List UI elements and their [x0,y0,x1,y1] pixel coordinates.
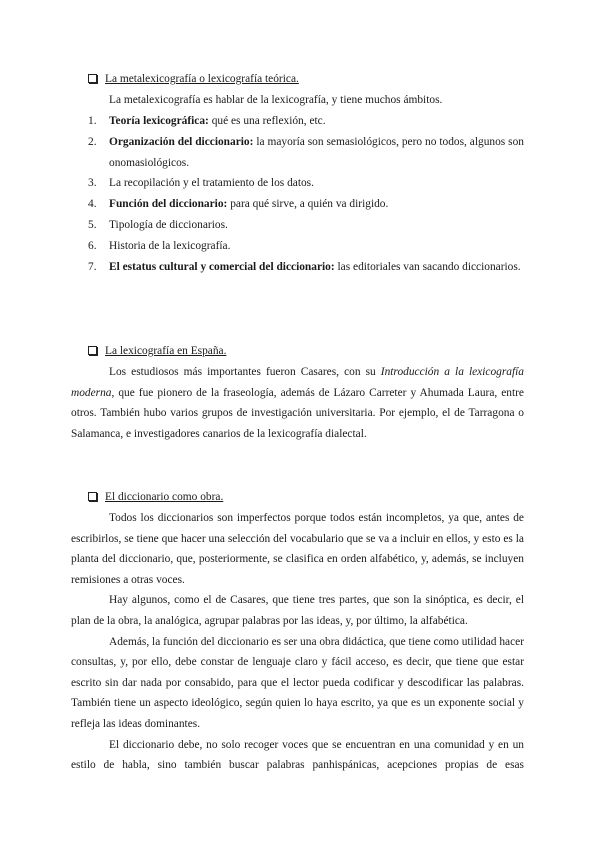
section-heading-metalexicografia [88,69,299,90]
list-number: 6. [88,240,97,252]
checkbox-bullet-icon [88,74,97,83]
heading-text: La metalexicografía o lexicografía teórica. [105,73,299,85]
paragraph-text: Los estudiosos más importantes fueron Casares, con su [109,366,381,378]
item-text: las editoriales van sacando diccionarios. [334,261,521,273]
list-item [88,173,524,194]
list-number: 3. [88,177,97,189]
item-bold-term: El estatus cultural y comercial del diccionario: [109,261,335,273]
list-number: 1. [88,115,97,127]
paragraph: Todos los diccionarios son imperfectos porque todos están incompletos, ya que, antes de escribirlos, se tiene que hacer una selección del vocabulario que se va a incluir en ellos, y esto es la planta del diccionario, que, posteriormente, se clasifica en orden alfabético, y, además, se incluyen remisiones a otras voces. [71,512,524,586]
checkbox-bullet-icon [88,492,97,501]
section-heading-lexicografia-espana [88,341,226,362]
paragraph-text: , que fue pionero de la fraseología, además de Lázaro Carreter y Ahumada Laura, entre otros. También hubo varios grupos de investigación universitaria. Por ejemplo, el de Tarragona o Salamanca, e investigadores canarios de la lexicografía dialectal. [71,386,524,440]
list-number: 7. [88,261,97,273]
list-item [88,215,524,236]
list-item [88,257,524,278]
heading-text: El diccionario como obra. [105,491,224,503]
checkbox-bullet-icon [88,346,97,355]
paragraph-block [71,508,524,776]
paragraph: Además, la función del diccionario es ser una obra didáctica, que tiene como utilidad hacer consultas, y, por ello, debe constar de lenguaje claro y fácil acceso, es decir, que tiene que estar escrito sin dar nada por consabido, para que el lector pueda codificar y descodificar las palabras. También tiene un aspecto ideológico, según quien lo haya escrito, ya que es un exponente social y refleja las ideas dominantes. [71,635,524,730]
list-number: 2. [88,136,97,148]
paragraph: Hay algunos, como el de Casares, que tiene tres partes, que son la sinóptica, es decir, el plan de la obra, la analógica, agrupar palabras por las ideas, y, por último, la alfabética. [71,594,524,627]
list-number: 4. [88,198,97,210]
paragraph-lexicografia-espana [71,362,524,444]
item-bold-term: Teoría lexicográfica: [109,115,209,127]
heading-text: La lexicografía en España. [105,345,227,357]
item-text: qué es una reflexión, etc. [208,115,326,127]
book-title: Introducción a la lexicografía moderna [71,366,524,399]
item-text: para qué sirve, a quién va dirigido. [227,198,389,210]
list-item [88,111,524,132]
item-bold-term: Organización del diccionario: [109,136,254,148]
intro-sentence: La metalexicografía es hablar de la lexicografía, y tiene muchos ámbitos. [109,94,443,106]
item-bold-term: Función del diccionario: [109,198,228,210]
list-item [88,236,524,257]
section-heading-diccionario-obra [88,487,223,508]
paragraph: El diccionario debe, no solo recoger voces que se encuentran en una comunidad y en un estilo de habla, sino también buscar palabras panhispánicas, acepciones propias de esas [71,738,524,772]
list-item [88,194,524,215]
item-text: Historia de la lexicografía. [109,240,231,252]
list-item [88,132,524,173]
list-number: 5. [88,219,97,231]
item-text: Tipología de diccionarios. [109,219,228,231]
item-text: La recopilación y el tratamiento de los datos. [109,177,314,189]
item-text: la mayoría son semasiológicos, pero no todos, algunos son onomasiológicos. [109,136,524,169]
